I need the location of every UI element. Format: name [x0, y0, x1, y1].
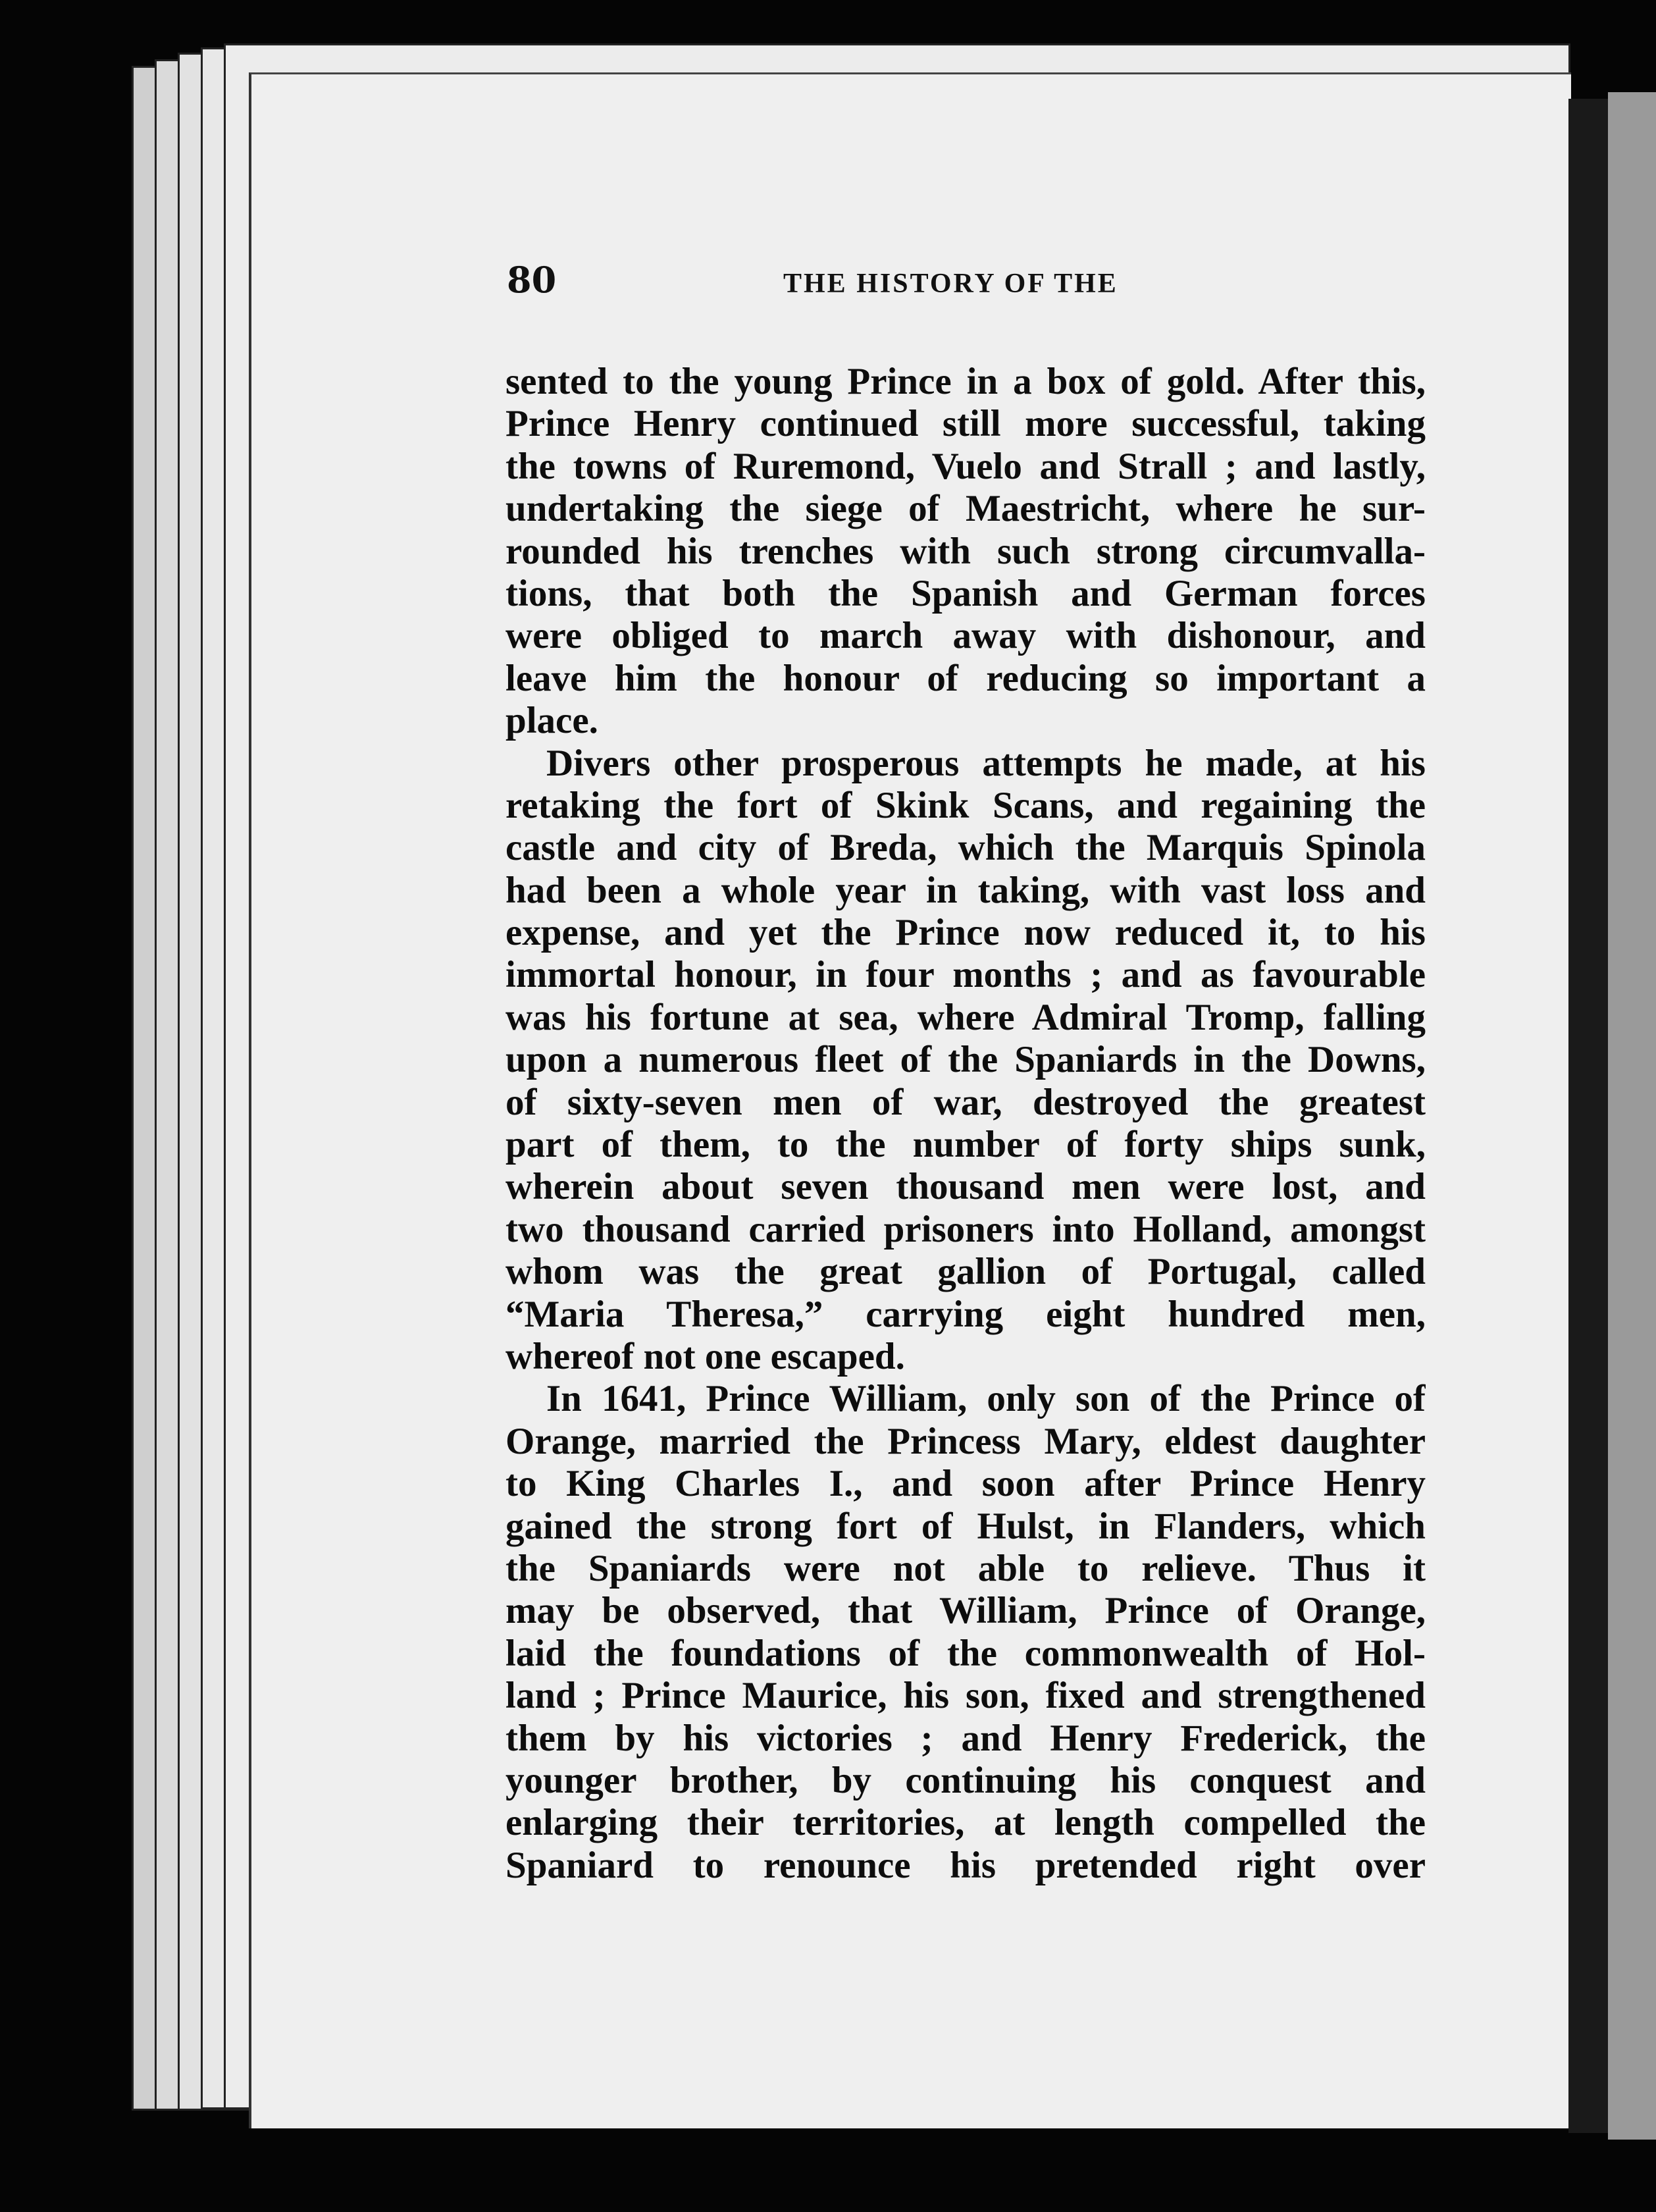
text-line: two thousand carried prisoners into Holland, amongst [505, 1208, 1426, 1250]
text-line: “Maria Theresa,” carrying eight hundred men, [505, 1293, 1426, 1335]
text-line: undertaking the siege of Maestricht, where he sur- [505, 488, 1426, 530]
text-line: wherein about seven thousand men were lost, and [505, 1166, 1426, 1208]
paragraph [505, 743, 1426, 1379]
text-line: castle and city of Breda, which the Marquis Spinola [505, 827, 1426, 869]
facing-page-edge [1608, 92, 1656, 2140]
text-line: In 1641, Prince William, only son of the Prince of [546, 1378, 1426, 1420]
text-line: them by his victories ; and Henry Frederick, the [505, 1717, 1426, 1759]
text-line: Spaniard to renounce his pretended right over [505, 1844, 1426, 1886]
text-line: expense, and yet the Prince now reduced it, to his [505, 912, 1426, 954]
text-line: Prince Henry continued still more successful, taking [505, 403, 1426, 445]
text-line: immortal honour, in four months ; and as favourable [505, 954, 1426, 996]
text-line: land ; Prince Maurice, his son, fixed and strengthened [505, 1675, 1426, 1717]
text-line: whereof not one escaped. [505, 1335, 905, 1377]
text-line: upon a numerous fleet of the Spaniards in the Downs, [505, 1039, 1426, 1081]
text-line: sented to the young Prince in a box of gold. After this, [505, 361, 1426, 402]
text-line: Divers other prosperous attempts he made, at his [546, 742, 1426, 784]
text-line: the Spaniards were not able to relieve. Thus it [505, 1547, 1426, 1589]
text-line: was his fortune at sea, where Admiral Tromp, falling [505, 996, 1426, 1038]
text-line: retaking the fort of Skink Scans, and regaining the [505, 784, 1426, 826]
book-binding [1568, 99, 1608, 2133]
text-line: were obliged to march away with dishonour, and [505, 615, 1426, 657]
body-text [505, 361, 1426, 1887]
text-line: had been a whole year in taking, with vast loss and [505, 869, 1426, 911]
text-line: whom was the great gallion of Portugal, called [505, 1251, 1426, 1293]
text-line: younger brother, by continuing his conquest and [505, 1759, 1426, 1801]
running-head [507, 259, 1534, 318]
text-line: may be observed, that William, Prince of Orange, [505, 1590, 1426, 1632]
paragraph [505, 1378, 1426, 1887]
text-line: to King Charles I., and soon after Prince Henry [505, 1463, 1426, 1505]
text-line: part of them, to the number of forty ships sunk, [505, 1124, 1426, 1166]
paragraph [505, 361, 1426, 743]
text-line: Orange, married the Princess Mary, eldest daughter [505, 1420, 1426, 1462]
text-line: gained the strong fort of Hulst, in Flanders, which [505, 1505, 1426, 1547]
text-line: enlarging their territories, at length compelled the [505, 1802, 1426, 1844]
text-line: place. [505, 700, 598, 742]
text-line: tions, that both the Spanish and German forces [505, 572, 1426, 614]
text-line: of sixty-seven men of war, destroyed the greatest [505, 1081, 1426, 1123]
text-line: laid the foundations of the commonwealth of Hol- [505, 1632, 1426, 1674]
text-line: leave him the honour of reducing so important a [505, 657, 1426, 699]
text-line: the towns of Ruremond, Vuelo and Strall ; and lastly, [505, 445, 1426, 487]
page-number: 80 [507, 259, 557, 301]
text-line: rounded his trenches with such strong circumvalla- [505, 530, 1426, 572]
running-title: THE HISTORY OF THE [783, 269, 1118, 299]
